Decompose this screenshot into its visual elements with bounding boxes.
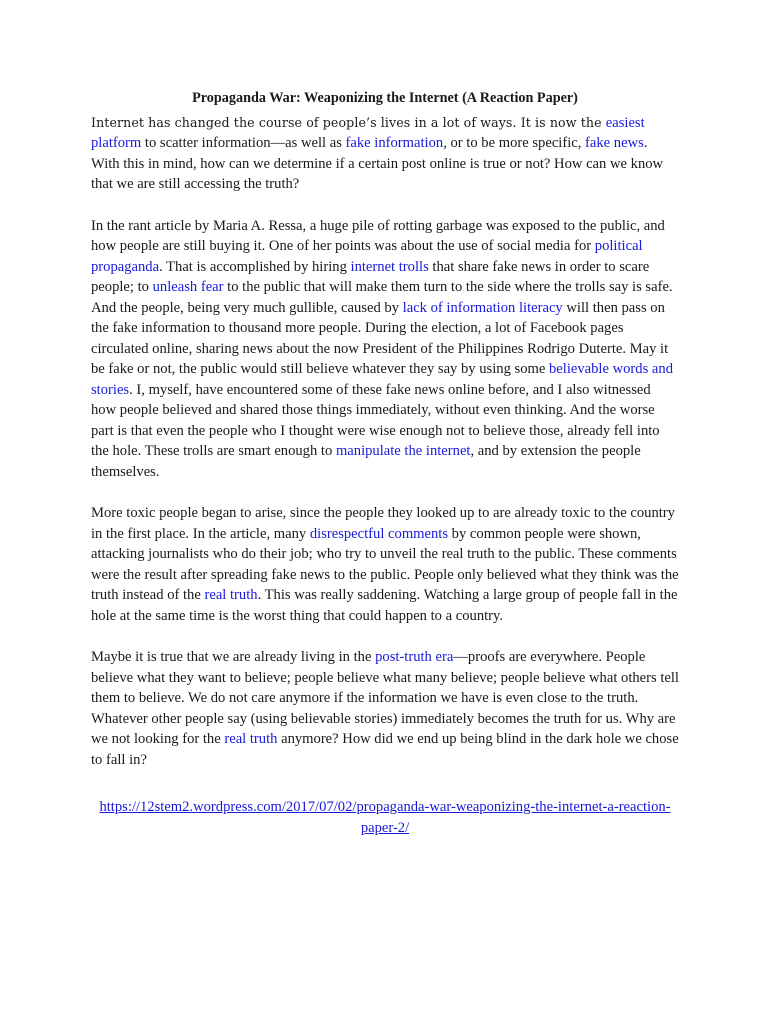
keyword-link[interactable]: unleash fear xyxy=(152,279,224,295)
source-link-block xyxy=(91,797,679,838)
paragraph-text: , or to be more specific, xyxy=(443,135,586,151)
paragraph-text: will then pass on the fake information to thousand more people. During the election, a lot of Facebook pages circulated online, sharing news about the now President of the Philippines Rodrigo Duterte. May it be fake or not, the public would still believe whatever they say by using some xyxy=(91,299,669,377)
paragraph-text: More toxic people began to arise, since the people they looked up to are already toxic to the country in the first place. In the article, many xyxy=(91,505,675,542)
document-page xyxy=(91,88,679,838)
keyword-link[interactable]: believable words and stories xyxy=(91,361,673,398)
paragraph-2 xyxy=(91,216,679,483)
keyword-link[interactable]: real truth xyxy=(224,731,278,747)
paragraph-text: to scatter information—as well as xyxy=(141,135,346,151)
paragraph-text: Maybe it is true that we are already living in the xyxy=(91,649,376,665)
paragraph-text: . With this in mind, how can we determine if a certain post online is true or not? How can we know that we are still accessing the truth? xyxy=(91,135,664,192)
keyword-link[interactable]: manipulate the internet xyxy=(335,443,471,459)
paragraph-text: Internet has changed the course of people’s lives in a lot of ways. It is now the xyxy=(91,114,606,130)
paragraph-text: that share fake news in order to scare people; to xyxy=(91,258,650,295)
paragraph-3 xyxy=(91,503,679,626)
document-title: Propaganda War: Weaponizing the Internet (A Reaction Paper) xyxy=(192,90,578,106)
keyword-link[interactable]: lack of information literacy xyxy=(402,299,563,316)
paragraph-text: . That is accomplished by hiring xyxy=(159,258,351,275)
paragraph-text: to the public that will make them turn to the side where the trolls say is safe. And the people, being very much gullible, caused by xyxy=(91,279,673,316)
paragraph-4 xyxy=(91,647,679,770)
keyword-link[interactable]: real truth xyxy=(204,587,258,603)
paragraph-text: anymore? How did we end up being blind in the dark hole we chose to fall in? xyxy=(91,731,679,768)
keyword-link[interactable]: internet trolls xyxy=(350,258,429,275)
keyword-link[interactable]: fake information xyxy=(345,135,444,151)
paragraph-text: by common people were shown, attacking journalists who do their job; who try to unveil the real truth to the public. These comments were the result after spreading fake news to the public. People only believed what they think was the truth instead of the xyxy=(91,525,679,603)
keyword-link[interactable]: post-truth era xyxy=(375,649,454,665)
paragraph-text: , and by extension the people themselves. xyxy=(91,443,641,480)
paragraph-text: —proofs are everywhere. People believe what they want to believe; people believe what many believe; people believe what others tell them to believe. We do not care anymore if the information we have is even close to the truth. Whatever other people say (using believable stories) immediately becomes the truth for us. Why are we not looking for the xyxy=(91,649,679,747)
paragraph-text: In the rant article by Maria A. Ressa, a huge pile of rotting garbage was exposed to the public, and how people are still buying it. One of her points was about the use of social media for xyxy=(91,217,665,254)
paragraph-text: . This was really saddening. Watching a large group of people fall in the hole at the same time is the worst thing that could happen to a country. xyxy=(91,587,678,624)
document-body xyxy=(91,113,679,771)
keyword-link[interactable]: fake news xyxy=(585,135,644,151)
paragraph-text: . I, myself, have encountered some of these fake news online before, and I also witnessed how people believed and shared those things immediately, without even thinking. And the worse part is that even the people who I thought were wise enough not to believe those, already fell into the hole. These trolls are smart enough to xyxy=(91,381,660,459)
keyword-link[interactable]: disrespectful comments xyxy=(309,525,449,542)
keyword-link[interactable]: easiest platform xyxy=(91,114,645,151)
source-url-link[interactable]: https://12stem2.wordpress.com/2017/07/02/propaganda-war-weaponizing-the-internet-a-reaction-paper-2/ xyxy=(99,799,671,836)
keyword-link[interactable]: political propaganda xyxy=(91,238,643,275)
paragraph-1 xyxy=(91,113,679,195)
